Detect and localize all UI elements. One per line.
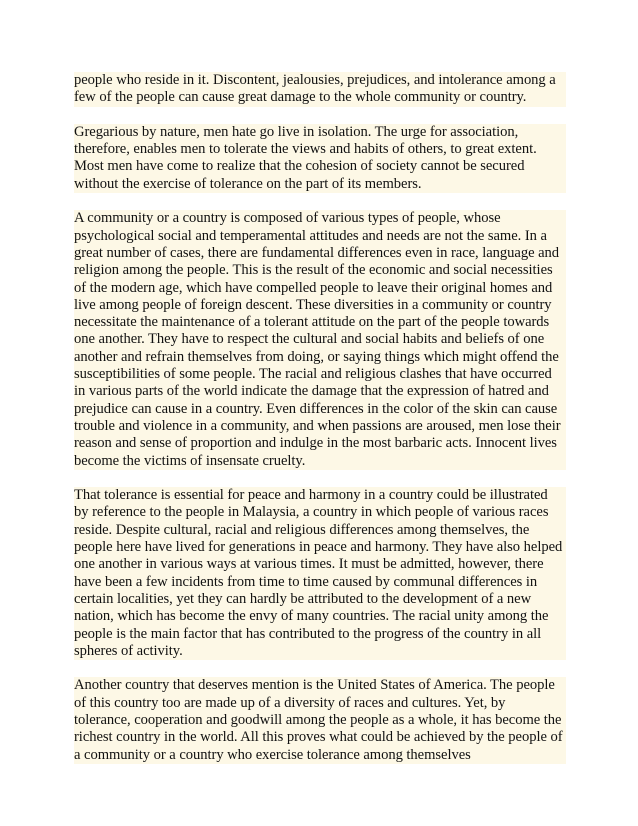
body-text bbox=[74, 72, 566, 764]
paragraph-2: Gregarious by nature, men hate go live in isolation. The urge for association, therefore, enables men to tolerate the views and habits of others, to great extent. Most men have come to realize that the cohesion of society cannot be secured without the exercise of tolerance on the part of its members. bbox=[74, 124, 566, 193]
paragraph-1: people who reside in it. Discontent, jealousies, prejudices, and intolerance among a few of the people can cause great damage to the whole community or country. bbox=[74, 72, 566, 107]
paragraph-4: That tolerance is essential for peace and harmony in a country could be illustrated by reference to the people in Malaysia, a country in which people of various races reside. Despite cultural, racial and religious differences among themselves, the people here have lived for generations in peace and harmony. They have also helped one another in various ways at various times. It must be admitted, however, there have been a few incidents from time to time caused by communal differences in certain localities, yet they can hardly be attributed to the development of a new nation, which has become the envy of many countries. The racial unity among the people is the main factor that has contributed to the progress of the country in all spheres of activity. bbox=[74, 487, 566, 660]
paragraph-3: A community or a country is composed of various types of people, whose psychological social and temperamental attitudes and needs are not the same. In a great number of cases, there are fundamental differences even in race, language and religion among the people. This is the result of the economic and social necessities of the modern age, which have compelled people to leave their original homes and live among people of foreign descent. These diversities in a community or country necessitate the maintenance of a tolerant attitude on the part of the people towards one another. They have to respect the cultural and social habits and beliefs of one another and refrain themselves from doing, or saying things which might offend the susceptibilities of some people. The racial and religious clashes that have occurred in various parts of the world indicate the damage that the expression of hatred and prejudice can cause in a country. Even differences in the color of the skin can cause trouble and violence in a community, and when passions are aroused, men lose their reason and sense of proportion and indulge in the most barbaric acts. Innocent lives become the victims of insensate cruelty. bbox=[74, 210, 566, 469]
paragraph-5: Another country that deserves mention is the United States of America. The people of this country too are made up of a diversity of races and cultures. Yet, by tolerance, cooperation and goodwill among the people as a whole, it has become the richest country in the world. All this proves what could be achieved by the people of a community or a country who exercise tolerance among themselves bbox=[74, 677, 566, 763]
